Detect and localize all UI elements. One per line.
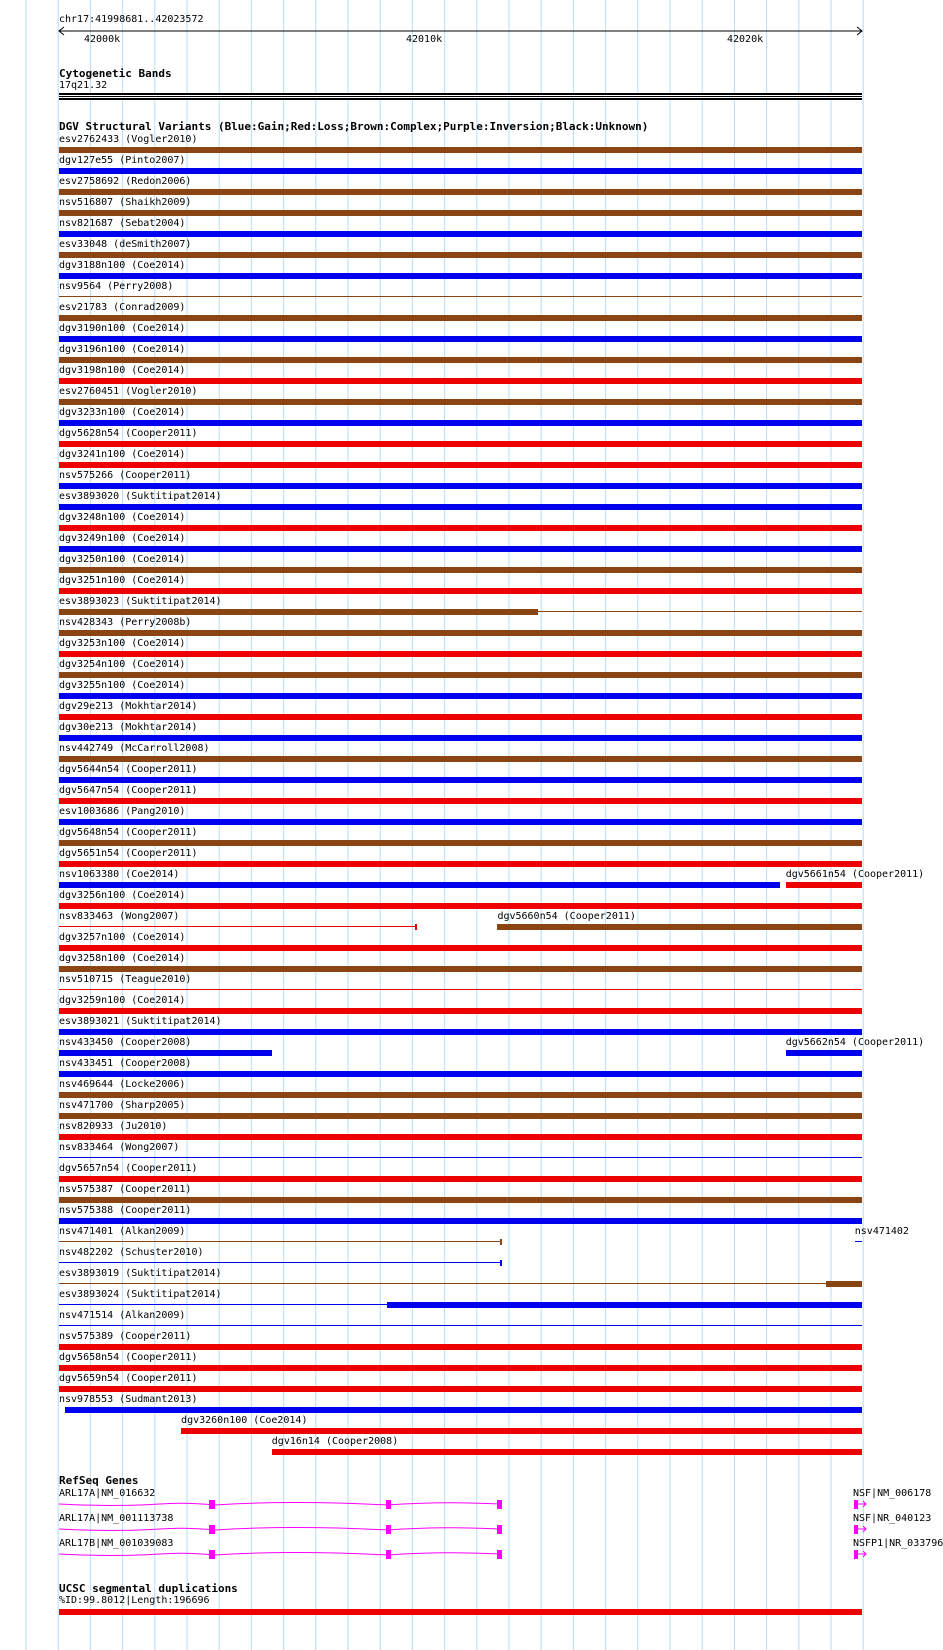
sv-label: dgv5662n54 (Cooper2011) — [785, 1037, 925, 1048]
sv-label: esv1003686 (Pang2010) — [59, 806, 186, 817]
sv-label: dgv5660n54 (Cooper2011) — [497, 911, 636, 922]
sv-label: nsv575266 (Cooper2011) — [59, 470, 192, 481]
sv-label: dgv3260n100 (Coe2014) — [181, 1415, 308, 1426]
gene-model[interactable] — [0, 1523, 890, 1537]
sv-label: nsv428343 (Perry2008b) — [59, 617, 192, 628]
gene-label: NSFP1|NR_033796 — [853, 1538, 943, 1549]
sv-label: nsv575387 (Cooper2011) — [59, 1184, 192, 1195]
sv-label: dgv3188n100 (Coe2014) — [59, 260, 186, 271]
sv-label: dgv3256n100 (Coe2014) — [59, 890, 186, 901]
sv-label: dgv3241n100 (Coe2014) — [59, 449, 186, 460]
sv-label: dgv3233n100 (Coe2014) — [59, 407, 186, 418]
sv-label: nsv821687 (Sebat2004) — [59, 218, 186, 229]
sv-label: esv3893019 (Suktitipat2014) — [59, 1268, 222, 1279]
sv-label: esv2762433 (Vogler2010) — [59, 134, 198, 145]
sv-label: dgv3258n100 (Coe2014) — [59, 953, 186, 964]
sv-label: nsv575388 (Cooper2011) — [59, 1205, 192, 1216]
sv-label: dgv3255n100 (Coe2014) — [59, 680, 186, 691]
segdup-feature[interactable] — [59, 1609, 862, 1615]
segdup-label: %ID:99.8012|Length:196696 — [59, 1595, 210, 1606]
sv-label: dgv5658n54 (Cooper2011) — [59, 1352, 198, 1363]
sv-label: esv3893024 (Suktitipat2014) — [59, 1289, 222, 1300]
sv-label: dgv5651n54 (Cooper2011) — [59, 848, 198, 859]
sv-label: nsv575389 (Cooper2011) — [59, 1331, 192, 1342]
sv-label: dgv5644n54 (Cooper2011) — [59, 764, 198, 775]
track-title: UCSC segmental duplications — [59, 1582, 238, 1595]
sv-label: dgv30e213 (Mokhtar2014) — [59, 722, 198, 733]
sv-label: dgv3248n100 (Coe2014) — [59, 512, 186, 523]
track-title: DGV Structural Variants (Blue:Gain;Red:Loss;Brown:Complex;Purple:Inversion;Black:Unknown) — [59, 120, 649, 133]
sv-label: dgv3250n100 (Coe2014) — [59, 554, 186, 565]
sv-label: dgv3254n100 (Coe2014) — [59, 659, 186, 670]
sv-label: dgv3257n100 (Coe2014) — [59, 932, 186, 943]
sv-label: nsv510715 (Teague2010) — [59, 974, 192, 985]
sv-label: nsv1063380 (Coe2014) — [59, 869, 180, 880]
sv-label: esv2760451 (Vogler2010) — [59, 386, 198, 397]
sv-label: dgv3198n100 (Coe2014) — [59, 365, 186, 376]
sv-label: esv2758692 (Redon2006) — [59, 176, 192, 187]
sv-label: dgv3190n100 (Coe2014) — [59, 323, 186, 334]
sv-label: nsv469644 (Locke2006) — [59, 1079, 186, 1090]
track-title: Cytogenetic Bands — [59, 67, 172, 80]
gene-model[interactable] — [0, 1548, 890, 1562]
sv-label: dgv5657n54 (Cooper2011) — [59, 1163, 198, 1174]
sv-label: dgv16n14 (Cooper2008) — [271, 1436, 399, 1447]
cytoband-label: 17q21.32 — [59, 80, 108, 91]
ruler-tick-label: 42020k — [727, 34, 764, 45]
gene-model[interactable] — [0, 1498, 890, 1512]
sv-label: nsv471700 (Sharp2005) — [59, 1100, 186, 1111]
sv-label: nsv471401 (Alkan2009) — [59, 1226, 186, 1237]
sv-label: nsv978553 (Sudmant2013) — [59, 1394, 198, 1405]
ruler-position: chr17:41998681..42023572 — [59, 14, 204, 25]
sv-label: dgv127e55 (Pinto2007) — [59, 155, 186, 166]
sv-label: dgv5647n54 (Cooper2011) — [59, 785, 198, 796]
ruler-tick-label: 42010k — [406, 34, 443, 45]
sv-label: esv33048 (deSmith2007) — [59, 239, 192, 250]
sv-label: nsv433450 (Cooper2008) — [59, 1037, 192, 1048]
sv-label: nsv820933 (Ju2010) — [59, 1121, 168, 1132]
sv-label: dgv3251n100 (Coe2014) — [59, 575, 186, 586]
sv-label: nsv9564 (Perry2008) — [59, 281, 174, 292]
sv-label: dgv5648n54 (Cooper2011) — [59, 827, 198, 838]
sv-label: dgv3196n100 (Coe2014) — [59, 344, 186, 355]
sv-label: dgv5659n54 (Cooper2011) — [59, 1373, 198, 1384]
sv-label: dgv3253n100 (Coe2014) — [59, 638, 186, 649]
sv-label: nsv482202 (Schuster2010) — [59, 1247, 204, 1258]
track-title: RefSeq Genes — [59, 1474, 139, 1487]
sv-label: nsv442749 (McCarroll2008) — [59, 743, 210, 754]
sv-label: dgv3259n100 (Coe2014) — [59, 995, 186, 1006]
sv-label: dgv5628n54 (Cooper2011) — [59, 428, 198, 439]
gene-label: NSF|NM_006178 — [853, 1488, 932, 1499]
sv-label: dgv3249n100 (Coe2014) — [59, 533, 186, 544]
gene-label: ARL17A|NM_016632 — [59, 1488, 156, 1499]
gene-label: ARL17A|NM_001113738 — [59, 1513, 174, 1524]
sv-label: nsv471402 — [854, 1226, 909, 1237]
sv-label: esv3893020 (Suktitipat2014) — [59, 491, 222, 502]
sv-label: nsv833464 (Wong2007) — [59, 1142, 180, 1153]
gene-label: NSF|NR_040123 — [853, 1513, 932, 1524]
gene-label: ARL17B|NM_001039083 — [59, 1538, 174, 1549]
sv-label: dgv29e213 (Mokhtar2014) — [59, 701, 198, 712]
sv-label: esv21783 (Conrad2009) — [59, 302, 186, 313]
sv-label: nsv433451 (Cooper2008) — [59, 1058, 192, 1069]
sv-label: esv3893023 (Suktitipat2014) — [59, 596, 222, 607]
sv-label: esv3893021 (Suktitipat2014) — [59, 1016, 222, 1027]
sv-label: nsv833463 (Wong2007) — [59, 911, 180, 922]
sv-label: nsv516807 (Shaikh2009) — [59, 197, 192, 208]
ruler-tick-label: 42000k — [84, 34, 121, 45]
sv-label: dgv5661n54 (Cooper2011) — [785, 869, 925, 880]
sv-label: nsv471514 (Alkan2009) — [59, 1310, 186, 1321]
